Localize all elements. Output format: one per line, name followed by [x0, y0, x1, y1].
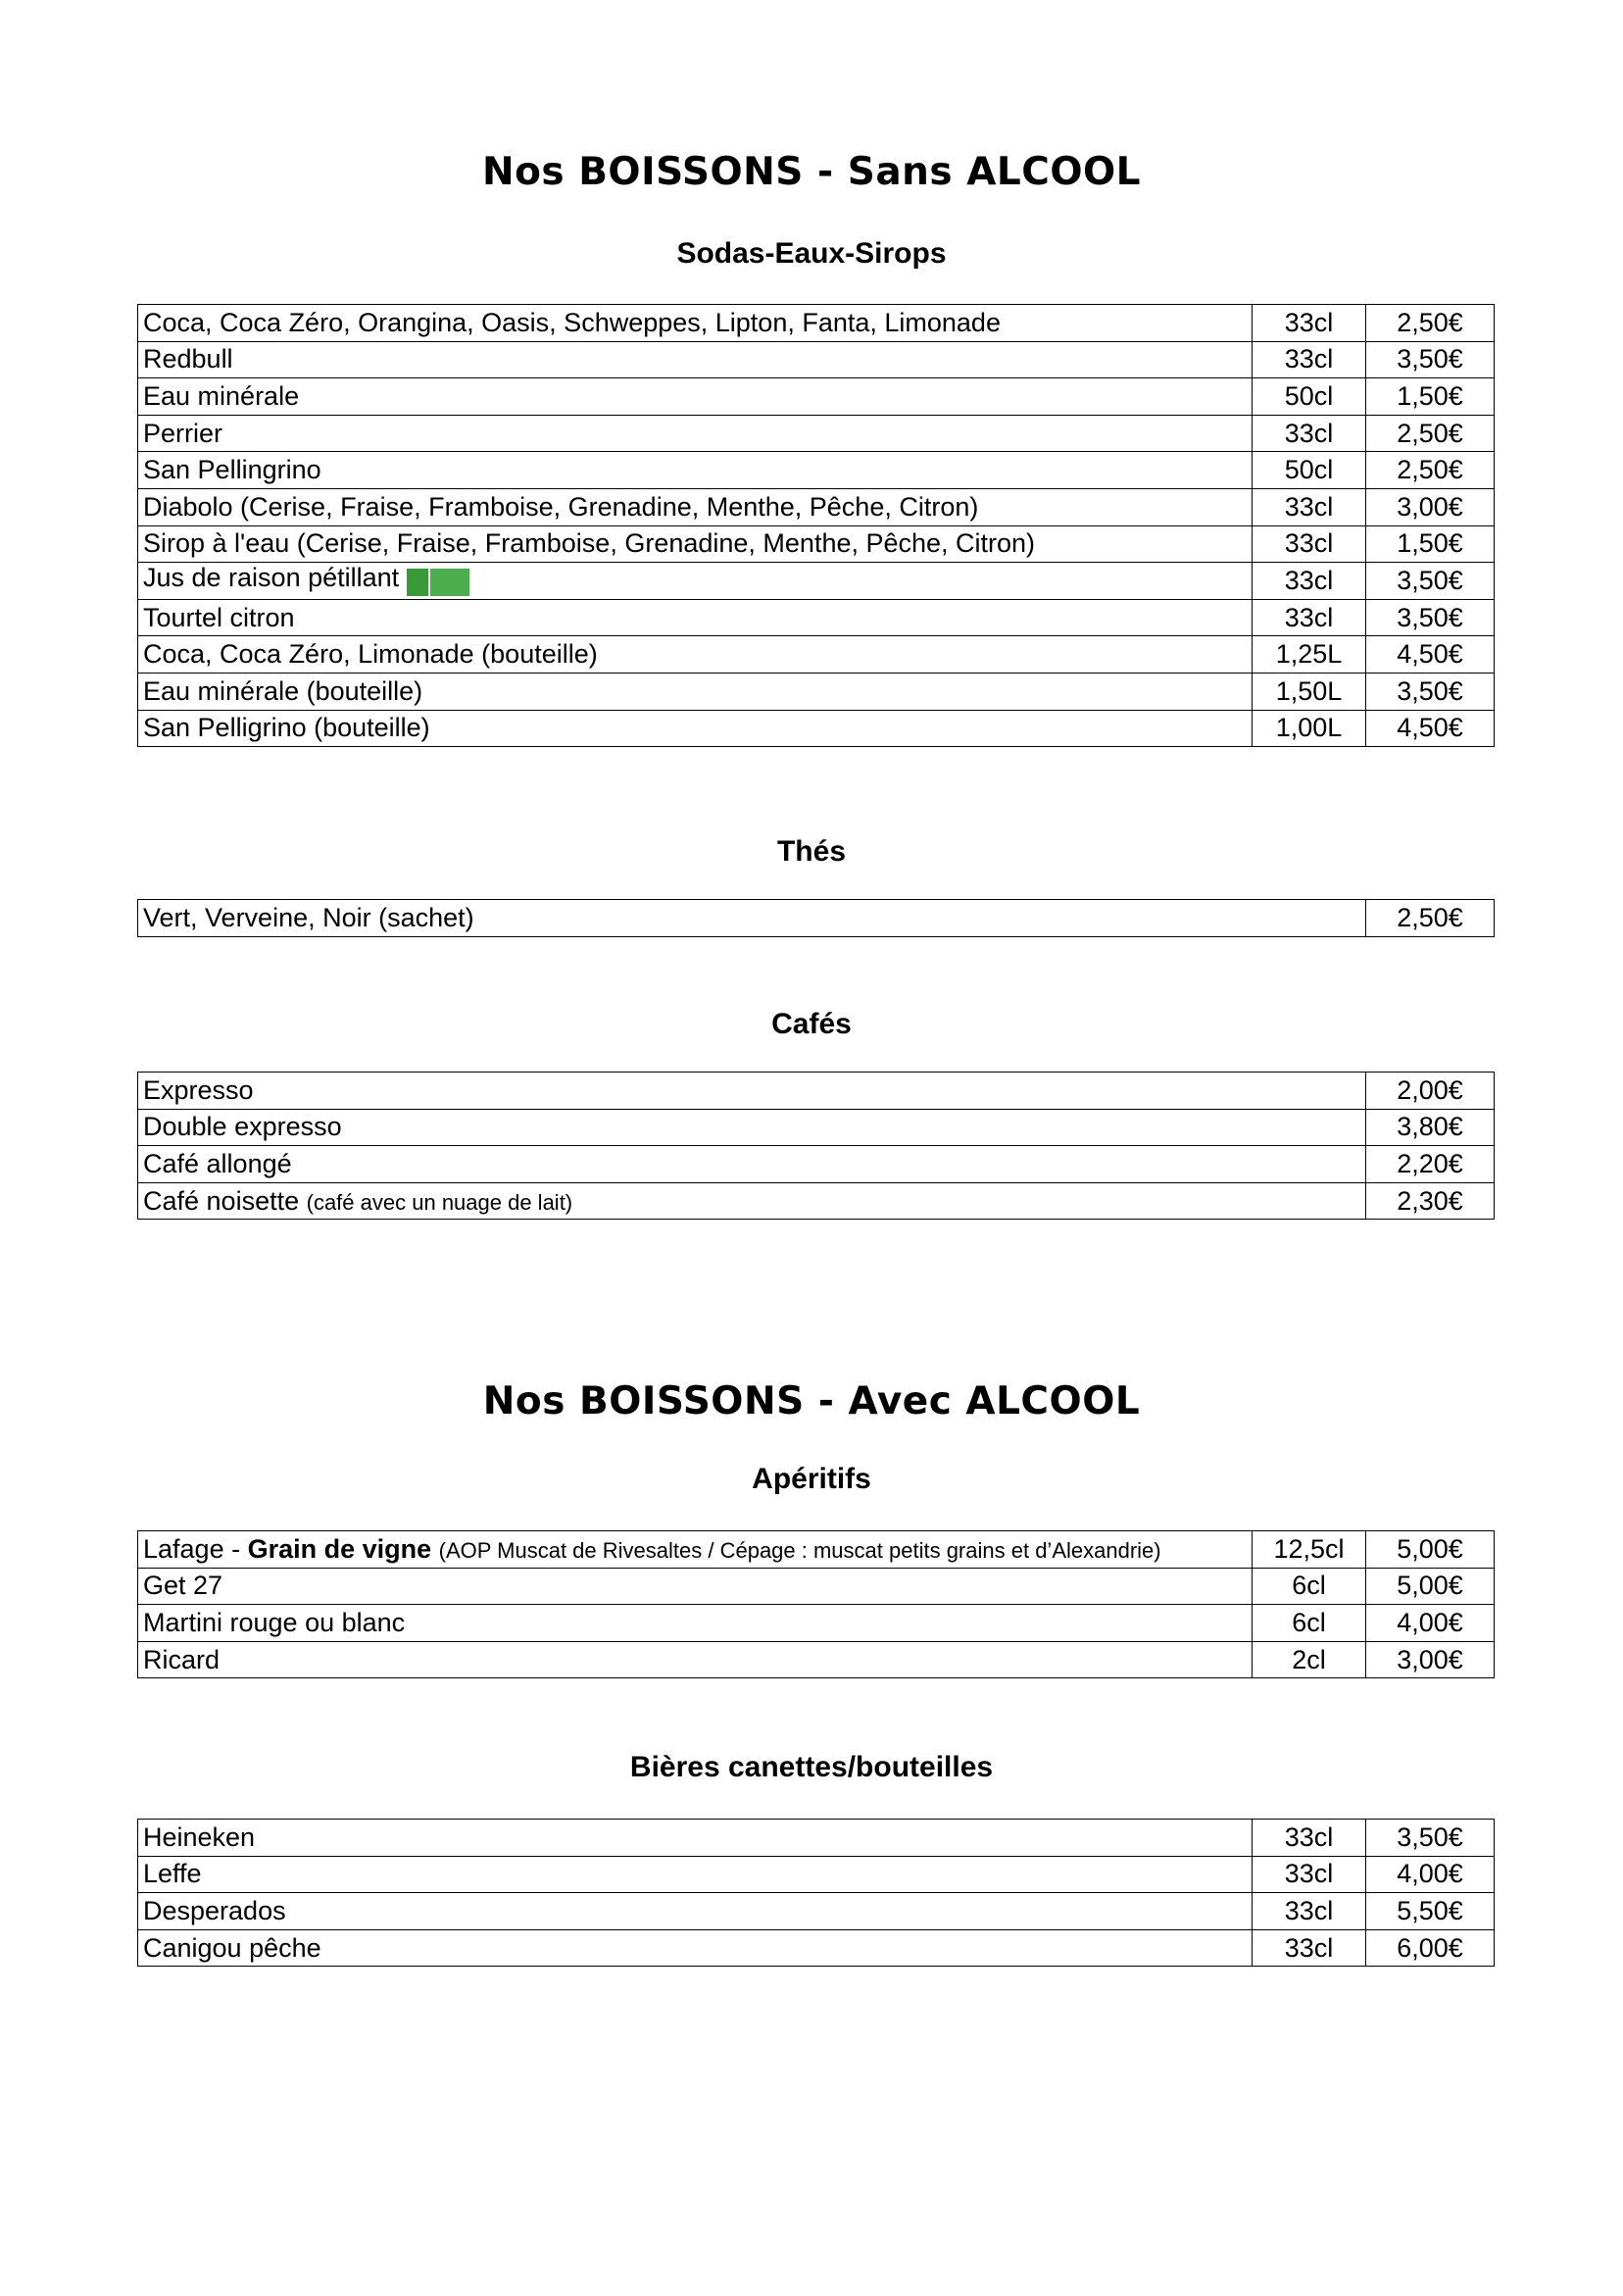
- table-row: [138, 599, 1495, 636]
- item-price: 2,20€: [1366, 1146, 1495, 1183]
- item-volume: 33cl: [1253, 1856, 1366, 1893]
- item-volume: 6cl: [1253, 1568, 1366, 1605]
- table-row: [138, 378, 1495, 416]
- item-volume: 1,00L: [1253, 710, 1366, 747]
- item-name: Leffe: [138, 1856, 1253, 1893]
- table-row: [138, 488, 1495, 525]
- item-price: 3,80€: [1366, 1109, 1495, 1146]
- item-volume: 33cl: [1253, 563, 1366, 600]
- item-name: Coca, Coca Zéro, Orangina, Oasis, Schweppes, Lipton, Fanta, Limonade: [138, 305, 1253, 342]
- item-volume: 50cl: [1253, 452, 1366, 489]
- sodas-table: [137, 304, 1495, 747]
- item-price: 2,00€: [1366, 1073, 1495, 1110]
- part-title-avec-alcool: Nos BOISSONS - Avec ALCOOL: [482, 1379, 1141, 1423]
- cafes-table: [137, 1072, 1495, 1220]
- item-name: San Pellingrino: [138, 452, 1253, 489]
- item-volume: 33cl: [1253, 415, 1366, 452]
- item-price: 3,50€: [1366, 563, 1495, 600]
- item-price: 2,50€: [1366, 415, 1495, 452]
- item-name: Double expresso: [138, 1109, 1366, 1146]
- item-price: 3,50€: [1366, 341, 1495, 378]
- table-row: [138, 525, 1495, 563]
- item-price: 3,50€: [1366, 673, 1495, 710]
- item-volume: 33cl: [1253, 1893, 1366, 1930]
- item-price: 3,00€: [1366, 1641, 1495, 1678]
- item-note: (café avec un nuage de lait): [306, 1189, 573, 1215]
- item-price: 4,00€: [1366, 1856, 1495, 1893]
- table-row: [138, 1531, 1495, 1569]
- table-row: [138, 900, 1495, 937]
- table-row: [138, 305, 1495, 342]
- item-volume: 33cl: [1253, 1820, 1366, 1857]
- item-name: Get 27: [138, 1568, 1253, 1605]
- item-volume: 6cl: [1253, 1605, 1366, 1642]
- item-name: Jus de raison pétillant: [143, 563, 400, 593]
- table-row: [138, 1856, 1495, 1893]
- bio-logo-icon: [407, 569, 469, 596]
- table-row: [138, 1109, 1495, 1146]
- item-price: 2,50€: [1366, 900, 1495, 937]
- item-name: Eau minérale: [138, 378, 1253, 416]
- table-row: [138, 341, 1495, 378]
- item-volume: 1,50L: [1253, 673, 1366, 710]
- item-name-cell: [138, 1182, 1366, 1220]
- item-name: Redbull: [138, 341, 1253, 378]
- item-price: 3,50€: [1366, 1820, 1495, 1857]
- item-volume: 33cl: [1253, 599, 1366, 636]
- section-title-sodas: Sodas-Eaux-Sirops: [676, 237, 947, 270]
- item-volume: 50cl: [1253, 378, 1366, 416]
- item-price: 5,50€: [1366, 1893, 1495, 1930]
- item-price: 2,30€: [1366, 1182, 1495, 1220]
- item-name: Martini rouge ou blanc: [138, 1605, 1253, 1642]
- section-title-thes: Thés: [776, 835, 847, 868]
- table-row: [138, 1568, 1495, 1605]
- item-volume: 12,5cl: [1253, 1531, 1366, 1569]
- item-name: Ricard: [138, 1641, 1253, 1678]
- section-title-bieres: Bières canettes/bouteilles: [629, 1751, 994, 1783]
- item-price: 5,00€: [1366, 1531, 1495, 1569]
- item-price: 2,50€: [1366, 452, 1495, 489]
- item-name-cell: [138, 1531, 1253, 1569]
- item-name: Tourtel citron: [138, 599, 1253, 636]
- table-row: [138, 636, 1495, 674]
- item-price: 1,50€: [1366, 378, 1495, 416]
- table-row: [138, 710, 1495, 747]
- section-title-cafes: Cafés: [771, 1008, 852, 1040]
- item-name: Canigou pêche: [138, 1929, 1253, 1967]
- item-name: Grain de vigne: [247, 1533, 432, 1564]
- item-price: 4,00€: [1366, 1605, 1495, 1642]
- table-row: [138, 673, 1495, 710]
- aperitifs-table: [137, 1530, 1495, 1678]
- item-name: Perrier: [138, 415, 1253, 452]
- item-volume: 33cl: [1253, 1929, 1366, 1967]
- table-row: [138, 1073, 1495, 1110]
- item-name: Eau minérale (bouteille): [138, 673, 1253, 710]
- table-row: [138, 1929, 1495, 1967]
- item-name: San Pelligrino (bouteille): [138, 710, 1253, 747]
- item-name: Desperados: [138, 1893, 1253, 1930]
- item-volume: 33cl: [1253, 305, 1366, 342]
- table-row: [138, 563, 1495, 600]
- item-price: 3,50€: [1366, 599, 1495, 636]
- table-row: [138, 452, 1495, 489]
- item-name: Sirop à l'eau (Cerise, Fraise, Framboise, Grenadine, Menthe, Pêche, Citron): [138, 525, 1253, 563]
- table-row: [138, 1605, 1495, 1642]
- item-price: 1,50€: [1366, 525, 1495, 563]
- item-name: Coca, Coca Zéro, Limonade (bouteille): [138, 636, 1253, 674]
- item-name: Café allongé: [138, 1146, 1366, 1183]
- table-row: [138, 1182, 1495, 1220]
- item-price: 6,00€: [1366, 1929, 1495, 1967]
- item-name: Vert, Verveine, Noir (sachet): [138, 900, 1366, 937]
- section-title-aperitifs: Apéritifs: [752, 1463, 871, 1495]
- table-row: [138, 1820, 1495, 1857]
- item-price: 4,50€: [1366, 636, 1495, 674]
- item-name: Heineken: [138, 1820, 1253, 1857]
- item-note: (AOP Muscat de Rivesaltes / Cépage : muscat petits grains et d’Alexandrie): [438, 1537, 1161, 1563]
- item-volume: 2cl: [1253, 1641, 1366, 1678]
- part-title-sans-alcool: Nos BOISSONS - Sans ALCOOL: [481, 150, 1142, 194]
- item-price: 4,50€: [1366, 710, 1495, 747]
- item-name: Café noisette: [143, 1185, 300, 1216]
- item-name: Expresso: [138, 1073, 1366, 1110]
- item-brand: Lafage -: [143, 1533, 248, 1564]
- item-volume: 33cl: [1253, 341, 1366, 378]
- item-price: 5,00€: [1366, 1568, 1495, 1605]
- item-price: 2,50€: [1366, 305, 1495, 342]
- thes-table: [137, 899, 1495, 937]
- table-row: [138, 1641, 1495, 1678]
- table-row: [138, 1146, 1495, 1183]
- table-row: [138, 1893, 1495, 1930]
- item-name-cell: [138, 563, 1253, 600]
- bieres-table: [137, 1819, 1495, 1967]
- item-volume: 1,25L: [1253, 636, 1366, 674]
- item-volume: 33cl: [1253, 488, 1366, 525]
- table-row: [138, 415, 1495, 452]
- item-name: Diabolo (Cerise, Fraise, Framboise, Grenadine, Menthe, Pêche, Citron): [138, 488, 1253, 525]
- item-price: 3,00€: [1366, 488, 1495, 525]
- item-volume: 33cl: [1253, 525, 1366, 563]
